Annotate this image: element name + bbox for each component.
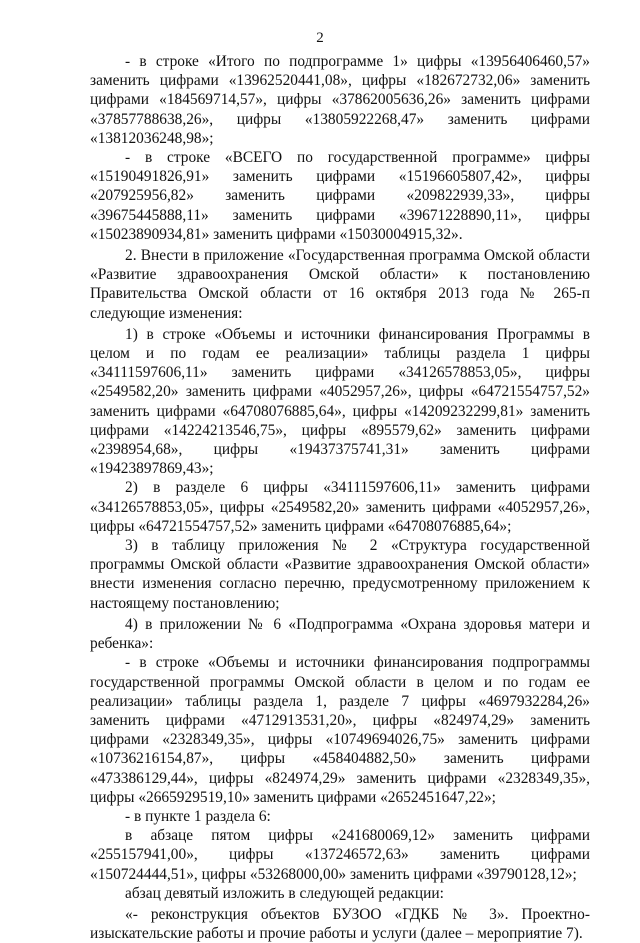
paragraph-subitem-4-row: - в строке «Объемы и источники финансирования подпрограммы государственной программы Омской области в целом и по годам ее реализации» таблицы раздела 1, разделе 7 цифры «4697932284,26» заменить цифрами «4712913531,20», цифры «824974,29» заменить цифрами «2328349,35», цифры «10749694026,75» заменить цифрами «10736216154,87», цифры «458404882,50» заменить цифрами «473386129,44», цифры «824974,29» заменить цифрами «2328349,35», цифры «2665929519,10» заменить цифрами «2652451647,22»; bbox=[90, 654, 590, 806]
page-number: 2 bbox=[316, 30, 324, 46]
paragraph-subitem-3: 3) в таблицу приложения № 2 «Структура государственной программы Омской области «Развитие здравоохранения Омской области» внести изменения согласно перечню, предусмотренному приложением к настоящему постановлению; bbox=[90, 537, 590, 612]
paragraph-reconstruction: «- реконструкция объектов БУЗОО «ГДКБ № 3». Проектно-изыскательские работы и прочие работы и услуги (далее – мероприятие 7). bbox=[90, 905, 590, 943]
document-body bbox=[90, 52, 590, 943]
paragraph-subitem-4: 4) в приложении № 6 «Подпрограмма «Охрана здоровья матери и ребенка»: bbox=[90, 615, 590, 653]
paragraph-itogo-subprogram: - в строке «Итого по подпрограмме 1» цифры «13956406460,57» заменить цифрами «13962520441,08», цифры «182672732,06» заменить цифрами «184569714,57», цифры «37862005636,26» заменить цифрами «37857788638,26», цифры «13805922268,47» заменить цифрами «13812036248,98»; bbox=[90, 53, 590, 147]
paragraph-ninth-abzac: абзац девятый изложить в следующей редакции: bbox=[125, 884, 444, 902]
paragraph-point-1-section-6: - в пункте 1 раздела 6: bbox=[125, 807, 271, 825]
paragraph-subitem-2: 2) в разделе 6 цифры «34111597606,11» заменить цифрами «34126578853,05», цифры «2549582,20» заменить цифрами «4052957,26», цифры «64721554757,52» заменить цифрами «64708076885,64»; bbox=[90, 479, 590, 535]
paragraph-fifth-abzac: в абзаце пятом цифры «241680069,12» заменить цифрами «255157941,00», цифры «137246572,63» заменить цифрами «150724444,51», цифры «53268000,00» заменить цифрами «39790128,12»; bbox=[90, 827, 590, 883]
paragraph-vsego-program: - в строке «ВСЕГО по государственной программе» цифры «15190491826,91» заменить цифрами «15196605807,42», цифры «207925956,82» заменить цифрами «209822939,33», цифры «39675445888,11» заменить цифрами «39671228890,11», цифры «15023890934,81» заменить цифрами «15030004915,32». bbox=[90, 149, 590, 243]
paragraph-subitem-1: 1) в строке «Объемы и источники финансирования Программы в целом и по годам ее реализации» таблицы раздела 1 цифры «34111597606,11» заменить цифрами «34126578853,05», цифры «2549582,20» заменить цифрами «4052957,26», цифры «64721554757,52» заменить цифрами «64708076885,64», цифры «14209232299,81» заменить цифрами «14224213546,75», цифры «895579,62» заменить цифрами «2398954,68», цифры «19437375741,31» заменить цифрами «19423897869,43»; bbox=[90, 325, 590, 478]
paragraph-item-2: 2. Внести в приложение «Государственная программа Омской области «Развитие здравоохранения Омской области» к постановлению Правительства Омской области от 16 октября 2013 года № 265-п следующие изменения: bbox=[90, 247, 590, 322]
